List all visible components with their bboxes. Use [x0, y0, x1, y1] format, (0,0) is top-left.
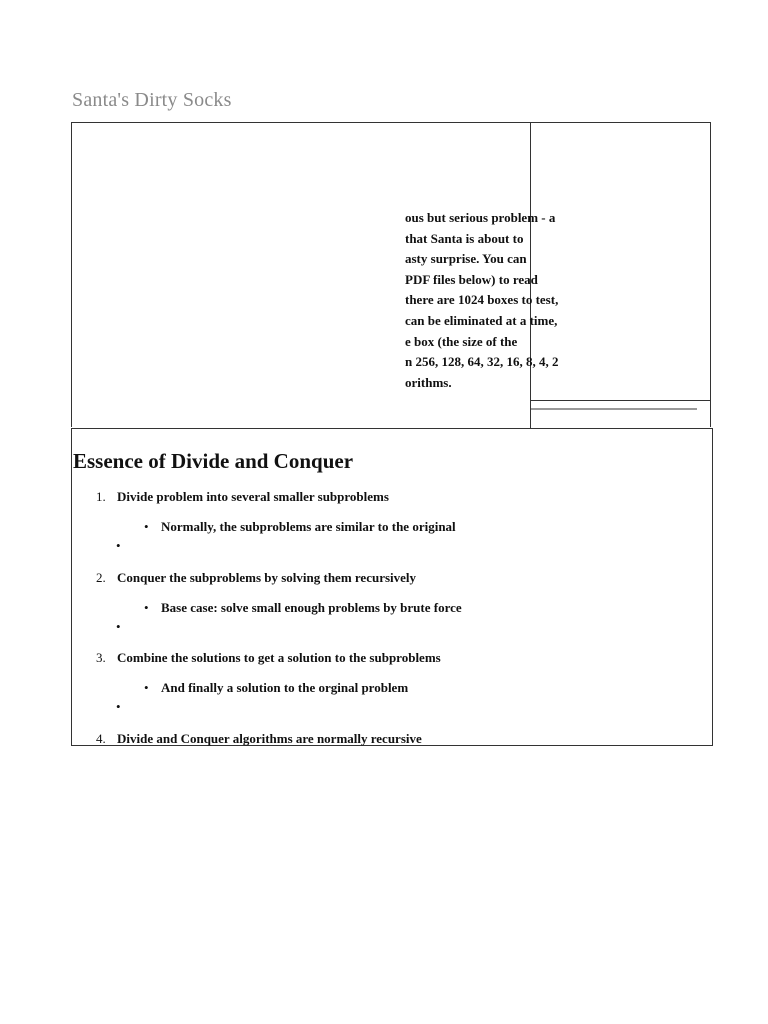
intro-line: ous but serious problem - a: [405, 210, 556, 225]
document-title: Santa's Dirty Socks: [72, 89, 232, 111]
horizontal-rule: [531, 408, 697, 410]
intro-text-box: [405, 123, 711, 401]
sub-list-item-text: And finally a solution to the orginal problem: [161, 680, 409, 695]
sub-list-item-text: Base case: solve small enough problems by brute force: [161, 600, 462, 615]
sub-list-item-text: Normally, the subproblems are similar to the original: [161, 519, 456, 534]
list-item-text: Combine the solutions to get a solution to the subproblems: [117, 650, 441, 665]
essence-section: [71, 428, 713, 746]
intro-line: asty surprise. You can: [405, 251, 527, 267]
list-item-text: Divide and Conquer algorithms are normally recursive: [117, 731, 422, 746]
list-number: 3.: [96, 650, 106, 665]
section-heading: Essence of Divide and Conquer: [73, 449, 354, 473]
bullet-icon: •: [144, 600, 149, 615]
intro-line: there are 1024 boxes to test,: [405, 292, 559, 308]
list-item-text: Conquer the subproblems by solving them recursively: [117, 570, 417, 585]
bullet-icon: •: [144, 680, 149, 695]
intro-line: PDF files below) to read: [405, 271, 538, 287]
intro-line: n 256, 128, 64, 32, 16, 8, 4, 2: [405, 354, 559, 370]
list-number: 1.: [96, 489, 106, 504]
embedded-content-frame: [71, 122, 711, 427]
intro-line: orithms.: [405, 374, 452, 390]
intro-paragraph: [405, 208, 705, 393]
intro-line: e box (the size of the: [405, 333, 518, 349]
list-number: 2.: [96, 570, 106, 585]
bullet-icon: •: [116, 538, 121, 553]
list-item-text: Divide problem into several smaller subproblems: [117, 489, 389, 504]
bullet-icon: •: [144, 519, 149, 534]
list-number: 4.: [96, 731, 106, 746]
bullet-icon: •: [116, 619, 121, 634]
intro-line: that Santa is about to: [405, 230, 524, 246]
bullet-icon: •: [116, 699, 121, 714]
intro-line: can be eliminated at a time,: [405, 312, 558, 328]
